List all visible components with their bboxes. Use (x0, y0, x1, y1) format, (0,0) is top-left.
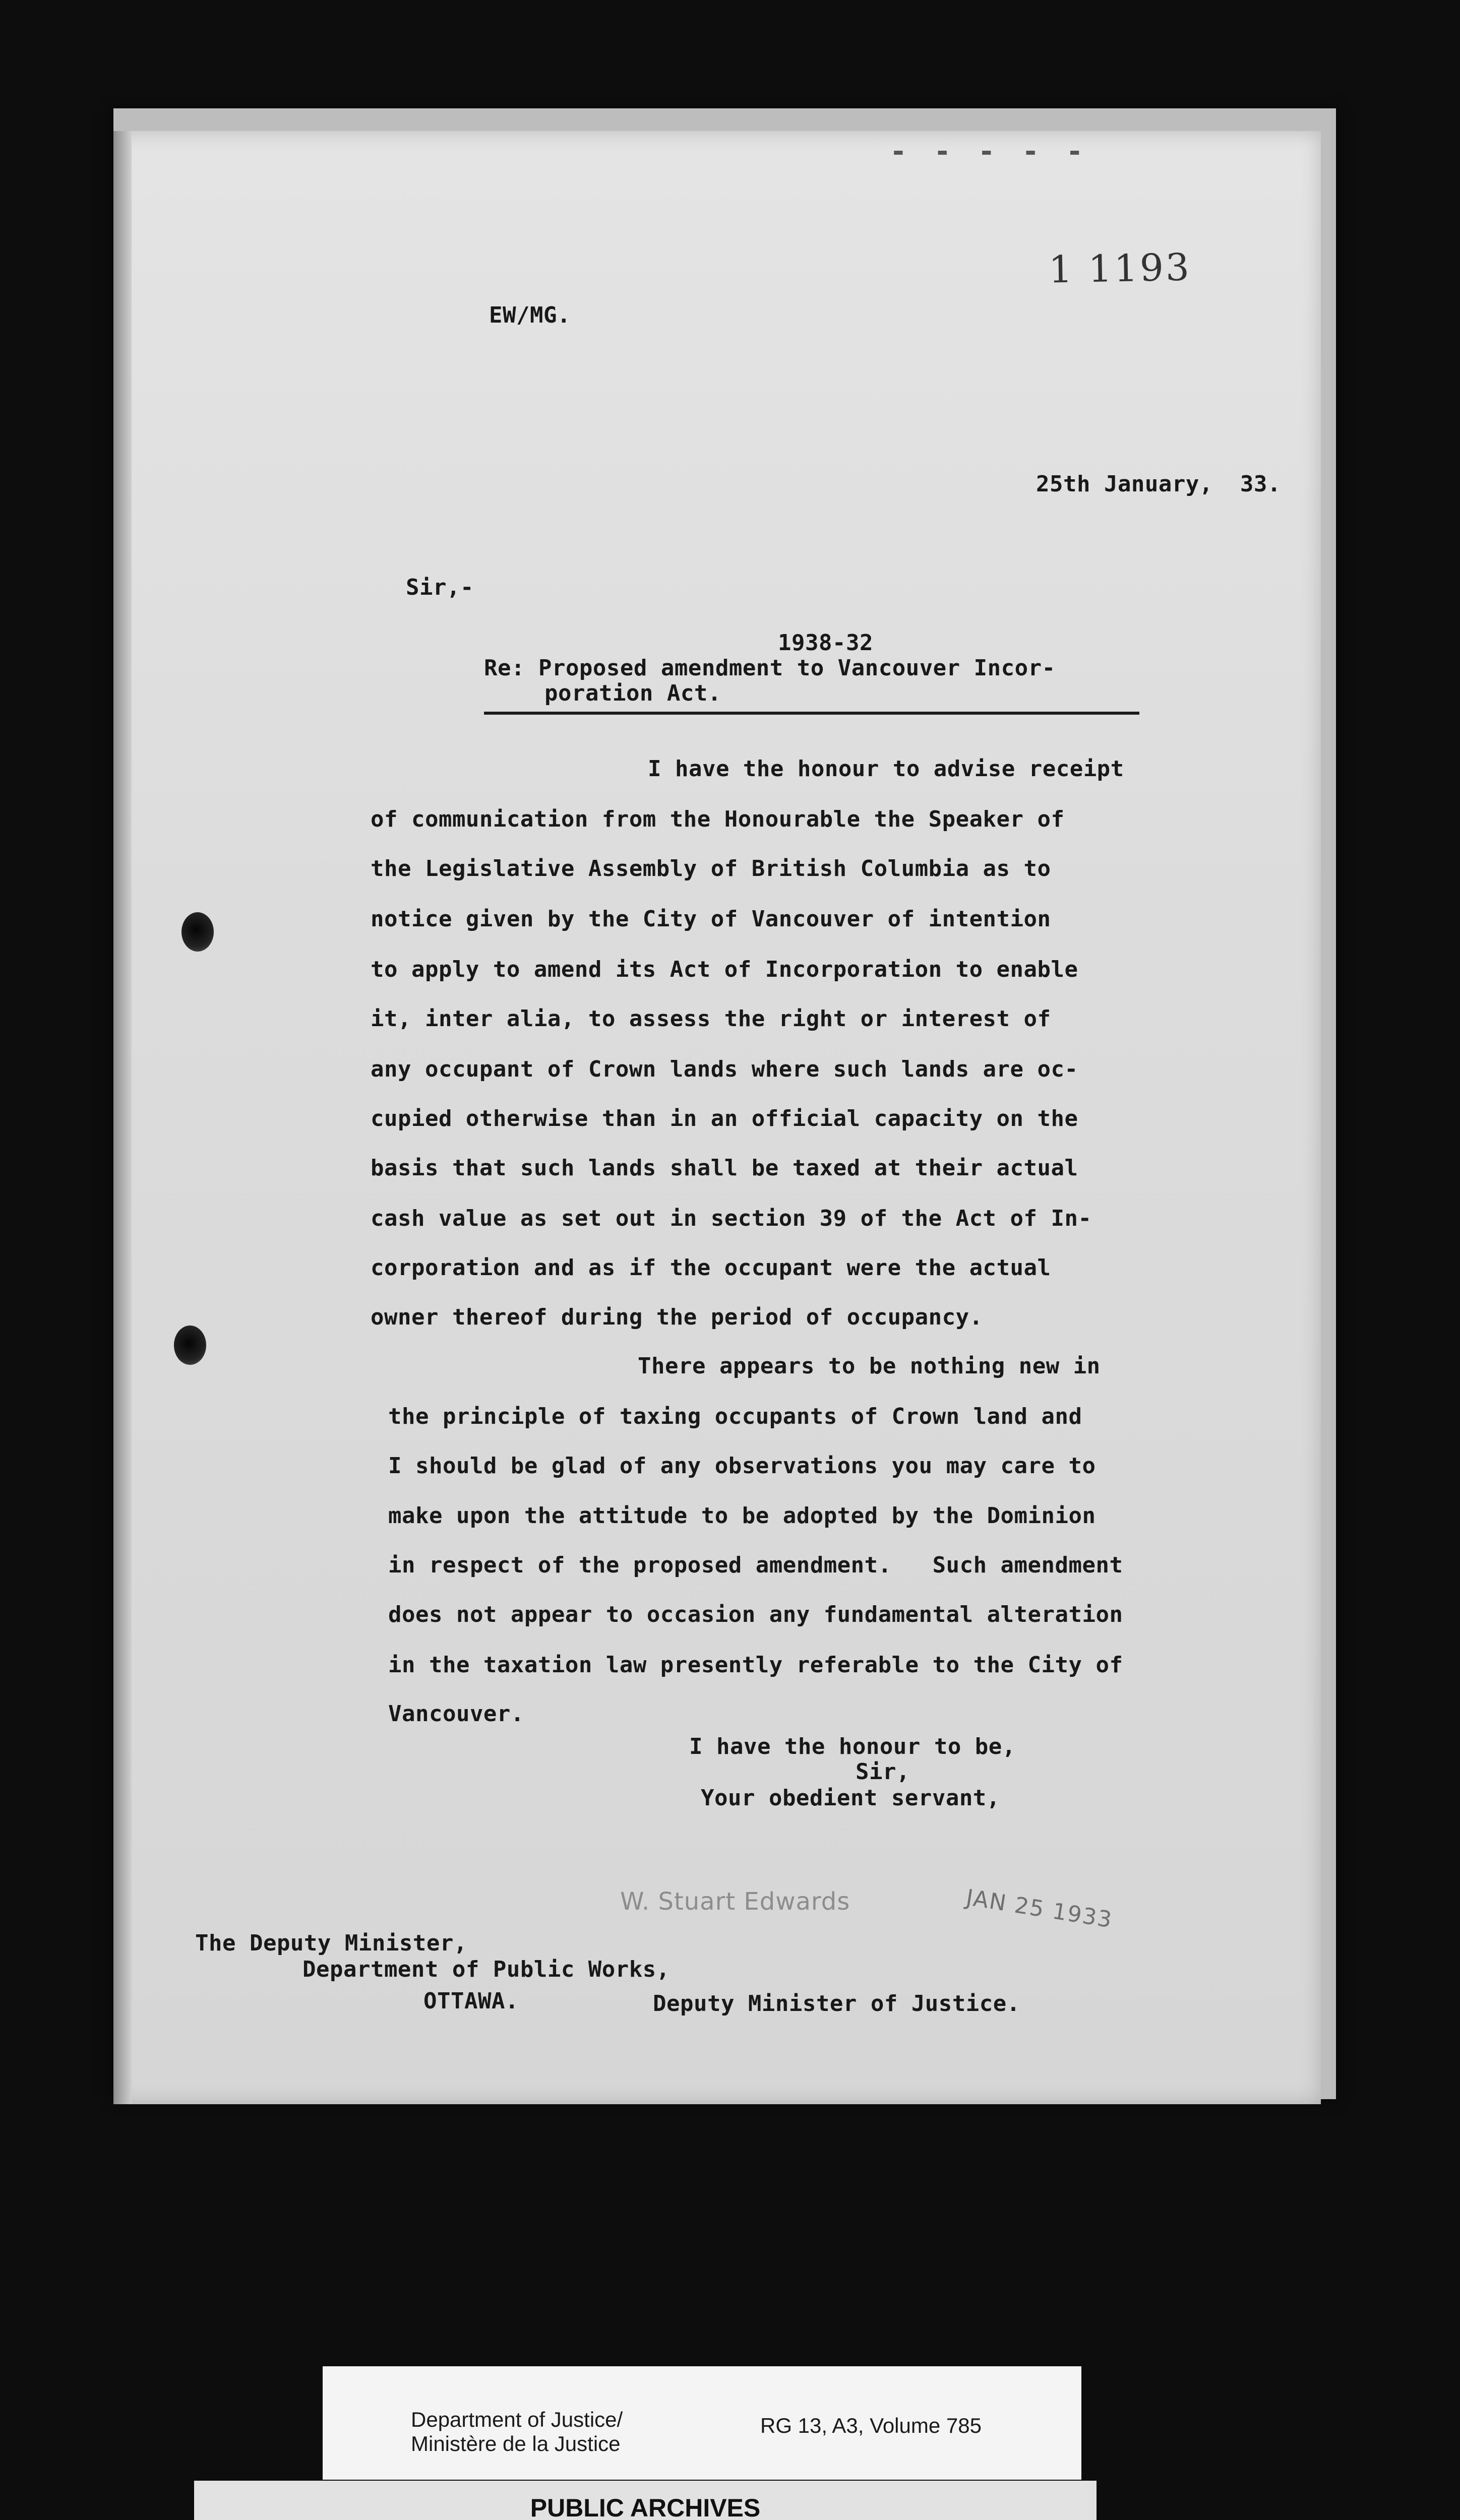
top-marks: - - - - - (890, 135, 1088, 168)
body-line: the principle of taxing occupants of Crown land and (388, 1404, 1082, 1429)
body-line: There appears to be nothing new in (638, 1353, 1101, 1379)
file-number: 1 1193 (1048, 245, 1192, 292)
page-edge (113, 131, 132, 2104)
received-date-stamp: JAN 25 1933 (964, 1884, 1115, 1933)
subject-underline (484, 712, 1139, 715)
body-line: of communication from the Honourable the Speaker of (371, 806, 1065, 832)
body-line: in respect of the proposed amendment. Such amendment (388, 1552, 1123, 1578)
body-line: any occupant of Crown lands where such lands are oc- (371, 1056, 1078, 1082)
body-line: owner thereof during the period of occupancy. (371, 1304, 983, 1330)
subject-number: 1938-32 (778, 630, 873, 656)
public-archives-label (194, 2481, 1097, 2520)
archives-line: PUBLIC ARCHIVES (530, 2494, 761, 2520)
body-line: does not appear to occasion any fundamental alteration (388, 1602, 1123, 1627)
punch-hole (181, 912, 214, 952)
body-line: Vancouver. (388, 1701, 524, 1727)
letter-page (113, 131, 1321, 2104)
body-line: make upon the attitude to be adopted by the Dominion (388, 1503, 1096, 1529)
reference-initials: EW/MG. (489, 302, 571, 328)
body-line: I should be glad of any observations you may care to (388, 1453, 1096, 1479)
signer-title: Deputy Minister of Justice. (653, 1991, 1020, 2017)
salutation: Sir,- (406, 575, 474, 600)
closing-line: I have the honour to be, (689, 1734, 1016, 1759)
record-group-volume: RG 13, A3, Volume 785 (760, 2414, 982, 2437)
department-name: Department of Justice/ Ministère de la Justice (411, 2408, 623, 2455)
body-line: cash value as set out in section 39 of the Act of In- (371, 1206, 1092, 1231)
addressee-line: Department of Public Works, (302, 1957, 670, 1982)
letter-date: 25th January, 33. (1036, 471, 1281, 497)
body-line: I have the honour to advise receipt (648, 756, 1124, 782)
archive-reference-label (323, 2366, 1081, 2480)
addressee-city: OTTAWA. (423, 1988, 519, 2014)
signature-stamp: W. Stuart Edwards (620, 1887, 850, 1916)
body-line: cupied otherwise than in an official capacity on the (371, 1106, 1078, 1131)
body-line: in the taxation law presently referable to the City of (388, 1652, 1123, 1678)
punch-hole (174, 1326, 206, 1365)
body-line: notice given by the City of Vancouver of intention (371, 906, 1051, 932)
closing-line: Your obedient servant, (701, 1785, 1000, 1811)
addressee-line: The Deputy Minister, (195, 1930, 467, 1956)
subject-line-2: poration Act. (544, 680, 721, 706)
body-line: corporation and as if the occupant were the actual (371, 1255, 1051, 1281)
closing-line: Sir, (856, 1759, 910, 1785)
body-line: to apply to amend its Act of Incorporation to enable (371, 957, 1078, 982)
body-line: the Legislative Assembly of British Columbia as to (371, 856, 1051, 881)
subject-line-1: Re: Proposed amendment to Vancouver Incor- (484, 655, 1056, 681)
body-line: basis that such lands shall be taxed at their actual (371, 1155, 1078, 1181)
body-line: it, inter alia, to assess the right or interest of (371, 1006, 1051, 1032)
